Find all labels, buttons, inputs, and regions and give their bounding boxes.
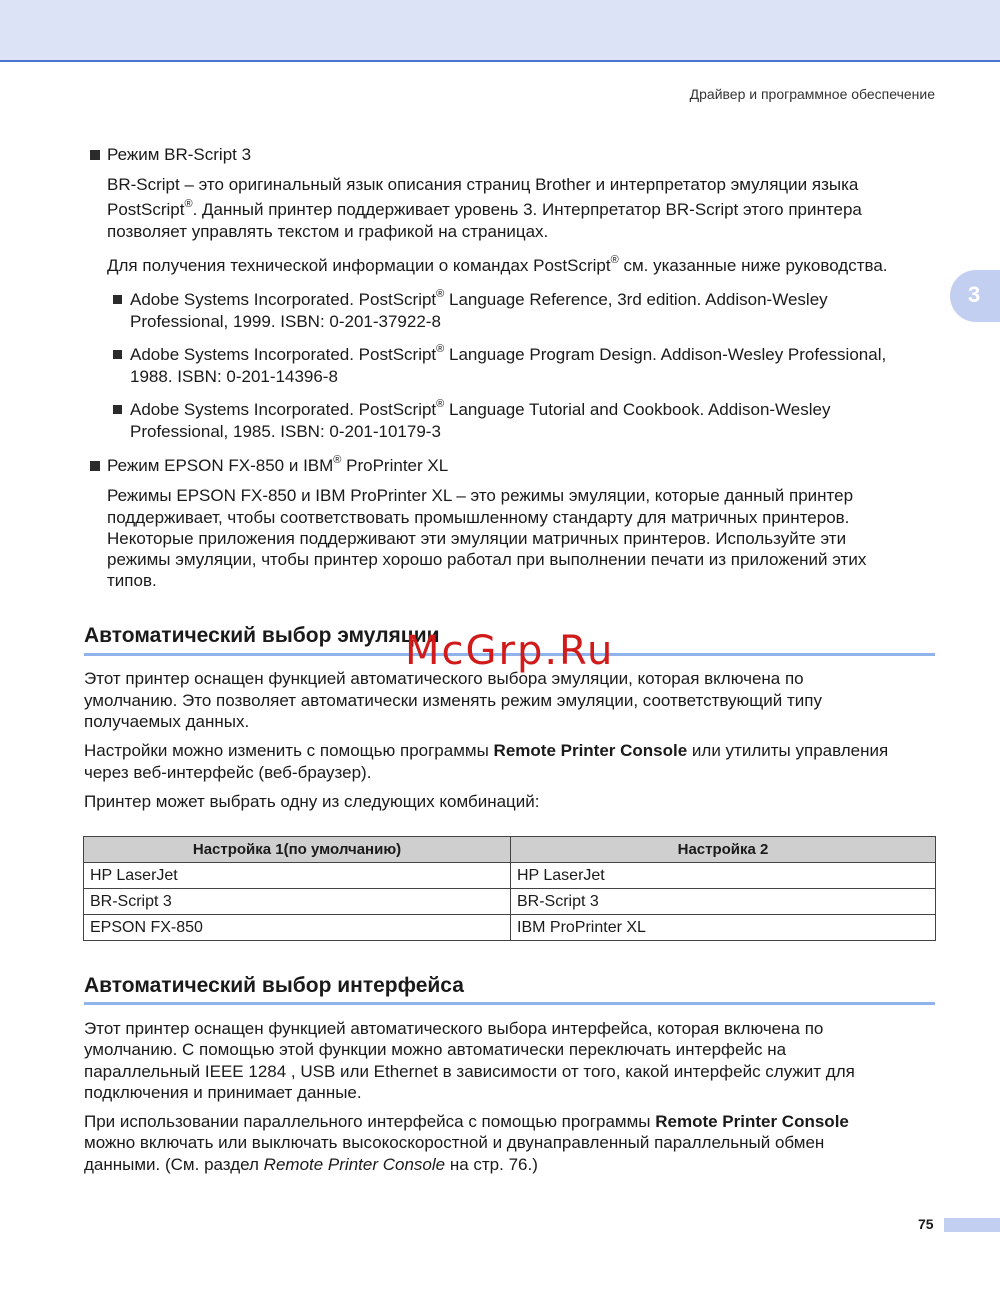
chapter-number: 3 bbox=[968, 282, 981, 307]
table-cell: BR-Script 3 bbox=[511, 889, 936, 915]
emulation-table bbox=[83, 836, 936, 941]
reference-item: Adobe Systems Incorporated. PostScript® Language Reference, 3rd edition. Addison-Wesley bbox=[130, 288, 828, 309]
paragraph-line: данными. (См. раздел Remote Printer Console на стр. 76.) bbox=[84, 1155, 538, 1174]
table-header: Настройка 1(по умолчанию) bbox=[84, 837, 511, 863]
bullet-square-icon bbox=[90, 150, 100, 160]
paragraph-line: PostScript®. Данный принтер поддерживает уровень 3. Интерпретатор BR-Script этого принтера bbox=[107, 198, 862, 219]
sub-bullet-square-icon bbox=[113, 295, 122, 304]
section-heading-emulation: Автоматический выбор эмуляции bbox=[84, 624, 440, 647]
paragraph-line: типов. bbox=[107, 571, 157, 590]
paragraph-line: через веб-интерфейс (веб-браузер). bbox=[84, 763, 372, 782]
paragraph-line: режимы эмуляции, чтобы принтер хорошо работал при выполнении печати из приложений этих bbox=[107, 550, 867, 569]
page-number: 75 bbox=[918, 1216, 934, 1232]
table-header: Настройка 2 bbox=[511, 837, 936, 863]
table-cell: EPSON FX-850 bbox=[84, 915, 511, 941]
registered-mark: ® bbox=[610, 254, 619, 267]
reference-item: Adobe Systems Incorporated. PostScript® Language Program Design. Addison-Wesley Professional, bbox=[130, 343, 887, 364]
registered-mark: ® bbox=[184, 198, 193, 211]
bullet-title-epson: Режим EPSON FX-850 и IBM® ProPrinter XL bbox=[107, 454, 449, 475]
reference-item-cont: Professional, 1985. ISBN: 0-201-10179-3 bbox=[130, 422, 441, 441]
table-cell: HP LaserJet bbox=[511, 863, 936, 889]
paragraph-line: Принтер может выбрать одну из следующих комбинаций: bbox=[84, 792, 540, 811]
chapter-tab bbox=[950, 270, 1000, 322]
paragraph-line: подключения и принимает данные. bbox=[84, 1083, 362, 1102]
paragraph-line: получаемых данных. bbox=[84, 712, 250, 731]
reference-item: Adobe Systems Incorporated. PostScript® Language Tutorial and Cookbook. Addison-Wesley bbox=[130, 398, 831, 419]
paragraph-line: BR-Script – это оригинальный язык описания страниц Brother и интерпретатор эмуляции языка bbox=[107, 175, 859, 194]
page-top-band bbox=[0, 0, 1000, 62]
paragraph-line: позволяет управлять текстом и графикой на страницах. bbox=[107, 222, 549, 241]
paragraph-line: Этот принтер оснащен функцией автоматического выбора интерфейса, которая включена по bbox=[84, 1019, 824, 1038]
paragraph-line: умолчанию. Это позволяет автоматически изменять режим эмуляции, соответствующий типу bbox=[84, 691, 822, 710]
bullet-square-icon bbox=[90, 461, 100, 471]
bullet-title-br-script: Режим BR-Script 3 bbox=[107, 145, 252, 164]
table-cell: IBM ProPrinter XL bbox=[511, 915, 936, 941]
table-row bbox=[84, 889, 936, 915]
table-header-row bbox=[84, 837, 936, 863]
paragraph-line: поддерживает, чтобы соответствовать промышленному стандарту для матричных принтеров. bbox=[107, 508, 850, 527]
sub-bullet-square-icon bbox=[113, 350, 122, 359]
heading-rule bbox=[84, 1002, 935, 1005]
paragraph-line: Некоторые приложения поддерживают эти эмуляции матричных принтеров. Используйте эти bbox=[107, 529, 847, 548]
section-heading-interface: Автоматический выбор интерфейса bbox=[84, 974, 464, 997]
watermark: McGrp.Ru bbox=[405, 628, 615, 674]
table-cell: HP LaserJet bbox=[84, 863, 511, 889]
cross-reference-link[interactable]: Remote Printer Console bbox=[263, 1155, 446, 1174]
reference-item-cont: 1988. ISBN: 0-201-14396-8 bbox=[130, 367, 338, 386]
paragraph-line: При использовании параллельного интерфейса с помощью программы Remote Printer Console bbox=[84, 1112, 849, 1131]
paragraph-line: параллельный IEEE 1284 , USB или Ethernet в зависимости от того, какой интерфейс служит для bbox=[84, 1062, 855, 1081]
paragraph-line: Настройки можно изменить с помощью программы Remote Printer Console или утилиты управления bbox=[84, 741, 889, 760]
paragraph-line: умолчанию. С помощью этой функции можно автоматически переключать интерфейс на bbox=[84, 1040, 787, 1059]
page-number-bar bbox=[944, 1218, 1000, 1232]
table-cell: BR-Script 3 bbox=[84, 889, 511, 915]
sub-bullet-square-icon bbox=[113, 405, 122, 414]
reference-item-cont: Professional, 1999. ISBN: 0-201-37922-8 bbox=[130, 312, 441, 331]
paragraph-line: Этот принтер оснащен функцией автоматического выбора эмуляции, которая включена по bbox=[84, 669, 804, 688]
paragraph-line: можно включать или выключать высокоскоростной и двунаправленный параллельный обмен bbox=[84, 1133, 825, 1152]
paragraph-line: Для получения технической информации о командах PostScript® см. указанные ниже руководства. bbox=[107, 254, 888, 275]
running-header: Драйвер и программное обеспечение bbox=[689, 86, 935, 102]
paragraph-line: Режимы EPSON FX-850 и IBM ProPrinter XL – это режимы эмуляции, которые данный принтер bbox=[107, 486, 854, 505]
table-row bbox=[84, 863, 936, 889]
table-row bbox=[84, 915, 936, 941]
